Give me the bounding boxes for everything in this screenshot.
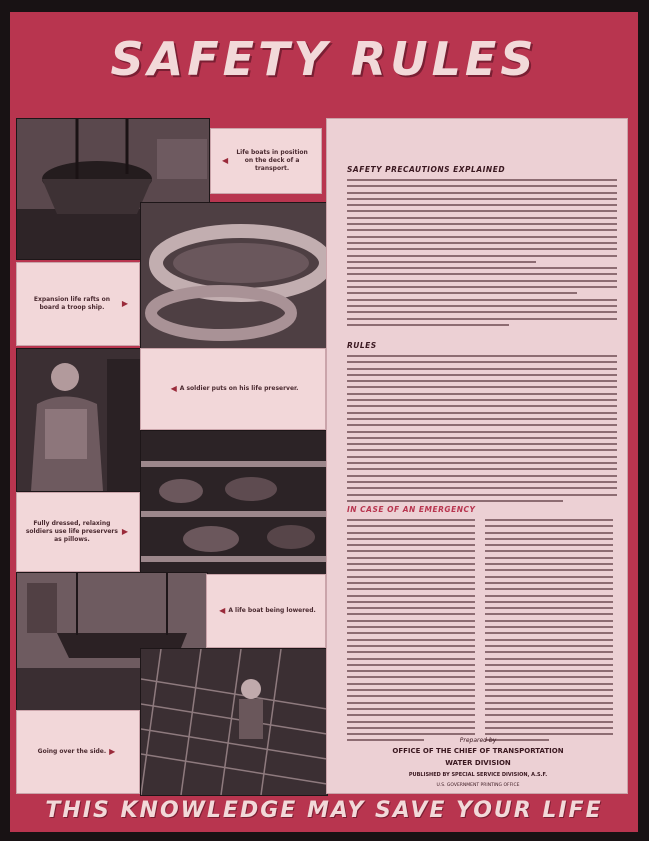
prepared-by: Prepared by	[459, 737, 497, 744]
photo-soldier-preserver	[16, 348, 142, 492]
precautions-text	[347, 179, 617, 330]
division-name: WATER DIVISION	[445, 759, 511, 767]
caption-life-rafts: Expansion life rafts on board a troop ship. ▶	[16, 262, 140, 346]
poster	[10, 12, 638, 832]
printing-office: U.S. GOVERNMENT PRINTING OFFICE	[436, 783, 520, 788]
caption-soldier-preserver: ◀ A soldier puts on his life preserver.	[140, 348, 326, 430]
publisher-line: PUBLISHED BY SPECIAL SERVICE DIVISION, A.S.F.	[408, 772, 548, 778]
emergency-col-right	[485, 519, 613, 746]
caption-lifeboat-lowered: ◀ A life boat being lowered.	[206, 574, 326, 648]
photo-over-side	[140, 648, 328, 796]
office-name: OFFICE OF THE CHIEF OF TRANSPORTATION	[392, 747, 564, 755]
rules-text	[347, 355, 617, 506]
photo-life-rafts	[140, 202, 328, 350]
precautions-heading: SAFETY PRECAUTIONS EXPLAINED	[347, 165, 506, 174]
caption-lifeboats: ◀ Life boats in position on the deck of a transport.	[210, 128, 322, 194]
poster-slogan: THIS KNOWLEDGE MAY SAVE YOUR LIFE	[45, 798, 603, 823]
rules-heading: RULES	[347, 341, 377, 350]
caption-soldiers-pillows: Fully dressed, relaxing soldiers use life preservers as pillows. ▶	[16, 492, 140, 572]
photo-soldiers-bunks	[140, 430, 328, 580]
emergency-heading: IN CASE OF AN EMERGENCY	[347, 505, 476, 514]
text-panel	[326, 118, 628, 794]
emergency-col-left	[347, 519, 475, 746]
caption-over-side: Going over the side. ▶	[16, 710, 140, 794]
poster-title: SAFETY RULES	[110, 32, 538, 86]
